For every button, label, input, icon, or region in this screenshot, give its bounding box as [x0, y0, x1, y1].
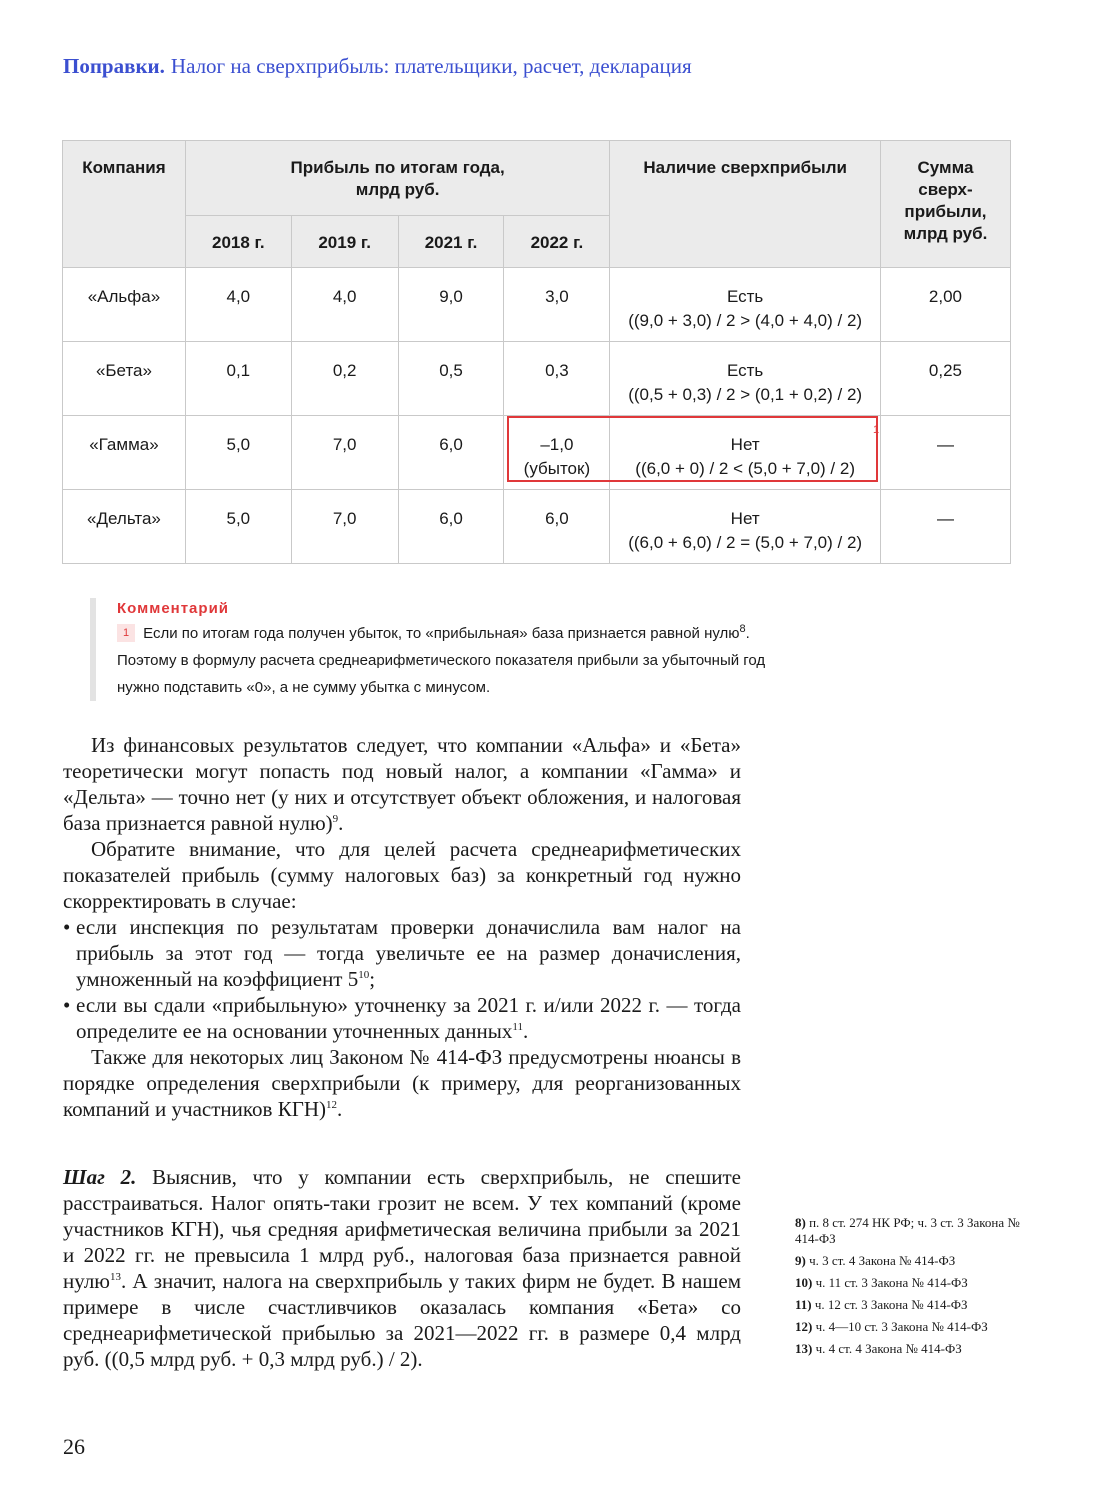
footnote: 9) ч. 3 ст. 4 Закона № 414-ФЗ [795, 1253, 956, 1268]
paragraph: Из финансовых результатов следует, что компании «Альфа» и «Бета» теоретически могут попасть под новый налог, а компании «Гамма» и «Дельта» — точно нет (у них и отсутствует объект обложения, и налоговая база признается равной нулю)$^9$. [63, 733, 741, 835]
cell-value: 3,0 [504, 268, 610, 342]
excess-status: Есть [727, 361, 764, 380]
footnote-ref: 8 [739, 623, 746, 635]
cell-company: «Дельта» [63, 490, 186, 564]
cell-value: 7,0 [291, 490, 398, 564]
table-row [63, 268, 1011, 342]
th-year: 2022 г. [504, 216, 610, 268]
profit-table [62, 140, 1011, 564]
footnote: 8) п. 8 ст. 274 НК РФ; ч. 3 ст. 3 Закона № 414-ФЗ [795, 1215, 1020, 1246]
cell-company: «Гамма» [63, 416, 186, 490]
footnotes [795, 1215, 1025, 1363]
comment-text-b: . Поэтому в формулу расчета среднеарифметического показателя прибыли за убыточный год нужно подставить «0», а не сумму убытка с минусом. [117, 625, 766, 696]
paragraph: Также для некоторых лиц Законом № 414-ФЗ предусмотрены нюансы в порядке определения сверхприбыли (к примеру, для реорганизованных компаний и участников КГН)$^{12}$. [63, 1045, 741, 1121]
comment-text [117, 620, 777, 701]
cell-company: «Альфа» [63, 268, 186, 342]
footnote-ref: 9 [332, 813, 339, 825]
paragraph: Шаг 2. Выяснив, что у компании есть сверхприбыль, не спешите расстраиваться. Налог опять-таки грозит не всем. У тех компаний (кроме участников КГН), чья средняя арифметическая величина прибыли за 2021 и 2022 гг. не превысила 1 млрд руб., налоговая база признается равной нулю$^{13}$. А значит, налога на сверхприбыль у таких фирм не будет. В нашем примере в числе счастливчиков оказалась компания «Бета» со среднеарифметической прибылью за 2021—2022 гг. в размере 0,4 млрд руб. ((0,5 млрд руб. + 0,3 млрд руб.) / 2). [63, 1165, 741, 1371]
cell-excess [610, 268, 881, 342]
excess-formula: ((6,0 + 6,0) / 2 = (5,0 + 7,0) / 2) [628, 533, 863, 552]
cell-sum: 0,25 [880, 342, 1010, 416]
bullet-item: • если вы сдали «прибыльную» уточненку за 2021 г. и/или 2022 г. — тогда определите ее на основании уточненных данных$^{11}$. [63, 993, 741, 1043]
cell-sum: 2,00 [880, 268, 1010, 342]
cell-company: «Бета» [63, 342, 186, 416]
cell-value: 4,0 [185, 268, 291, 342]
cell-value: 0,2 [291, 342, 398, 416]
footnote: 13) ч. 4 ст. 4 Закона № 414-ФЗ [795, 1341, 962, 1356]
highlight-marker: 1 [873, 424, 880, 436]
body-text [63, 732, 741, 1122]
cell-value: 0,1 [185, 342, 291, 416]
excess-formula: ((9,0 + 3,0) / 2 > (4,0 + 4,0) / 2) [628, 311, 863, 330]
cell-value: 0,5 [398, 342, 504, 416]
cell-value: 0,3 [504, 342, 610, 416]
comment-box [90, 598, 777, 701]
footnote-ref: 13 [109, 1271, 121, 1283]
comment-text-a: Если по итогам года получен убыток, то «прибыльная» база признается равной нулю [143, 625, 740, 642]
header-title: Налог на сверхприбыль: плательщики, расчет, декларация [170, 54, 692, 78]
cell-excess [610, 490, 881, 564]
th-year: 2018 г. [185, 216, 291, 268]
step-text [63, 1164, 741, 1372]
excess-status: Есть [727, 287, 764, 306]
excess-formula: ((6,0 + 0) / 2 < (5,0 + 7,0) / 2) [635, 459, 855, 478]
comment-title: Комментарий [117, 600, 230, 617]
th-profit: Прибыль по итогам года, млрд руб. [185, 141, 609, 216]
comment-marker: 1 [117, 624, 135, 642]
bullet-item: • если инспекция по результатам проверки доначислила вам налог на прибыль за этот год — тогда увеличьте ее на размер доначисления, умноженный на коэффициент $5^{10}$; [63, 915, 741, 991]
cell-sum: — [880, 416, 1010, 490]
footnote: 10) ч. 11 ст. 3 Закона № 414-ФЗ [795, 1275, 968, 1290]
th-year: 2019 г. [291, 216, 398, 268]
loss-note: (убыток) [523, 459, 591, 478]
running-header [63, 54, 692, 79]
header-section: Поправки. [63, 54, 165, 78]
table-row [63, 342, 1011, 416]
table-row [63, 490, 1011, 564]
highlight-box [507, 416, 878, 482]
cell-excess [610, 342, 881, 416]
th-excess: Наличие сверхприбыли [610, 141, 881, 268]
th-sum: Сумма сверх-прибыли, млрд руб. [880, 141, 1010, 268]
excess-formula: ((0,5 + 0,3) / 2 > (0,1 + 0,2) / 2) [628, 385, 863, 404]
footnote-ref: 12 [326, 1099, 338, 1111]
page-number: 26 [63, 1434, 85, 1459]
cell-value: 6,0 [504, 490, 610, 564]
th-company: Компания [63, 141, 186, 268]
paragraph: Обратите внимание, что для целей расчета среднеарифметических показателей прибыль (сумму налоговых баз) за конкретный год нужно скорректировать в случае: [63, 837, 741, 913]
cell-value: 6,0 [398, 490, 504, 564]
loss-value: –1,0 [540, 435, 574, 454]
footnote: 12) ч. 4—10 ст. 3 Закона № 414-ФЗ [795, 1319, 988, 1334]
step-label: Шаг 2. [63, 1165, 137, 1189]
cell-sum: — [880, 490, 1010, 564]
footnote-ref: 10 [358, 969, 370, 981]
footnote: 11) ч. 12 ст. 3 Закона № 414-ФЗ [795, 1297, 968, 1312]
excess-status: Нет [730, 509, 760, 528]
footnote-ref: 11 [512, 1021, 523, 1033]
cell-value: 6,0 [398, 416, 504, 490]
cell-value: 5,0 [185, 490, 291, 564]
th-year: 2021 г. [398, 216, 504, 268]
excess-status: Нет [730, 435, 760, 454]
cell-value: 4,0 [291, 268, 398, 342]
cell-value: 7,0 [291, 416, 398, 490]
cell-value: 5,0 [185, 416, 291, 490]
cell-value: 9,0 [398, 268, 504, 342]
